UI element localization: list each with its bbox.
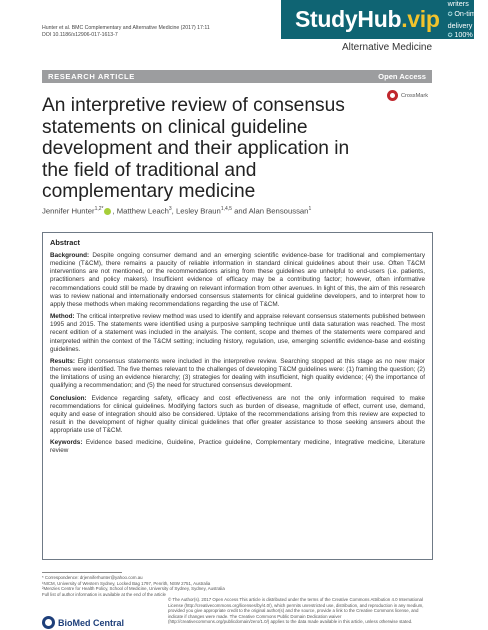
method-text: The critical interpretive review method was used to identify and appraise relevant consensus statements published between 1995 and 2015. The statements were identified using a purposive sampling technique until data saturation was reached. The most recent edition of a statement was included in the analysis. The content, scope and themes of the statements were compared and interpreted within the context of the T&CM setting; including history, regulation, use, emerging scientific evidence-base and existing guidelines. xyxy=(50,313,425,353)
author-info-note: Full list of author information is available at the end of the article xyxy=(42,592,166,598)
abstract-results xyxy=(50,358,425,391)
abstract-background xyxy=(50,252,425,309)
author-affiliation: 1 xyxy=(308,206,312,212)
method-label: Method: xyxy=(50,313,75,321)
background-label: Background: xyxy=(50,252,90,259)
footnotes xyxy=(42,575,242,598)
license-text: © The Author(s). 2017 Open Access This article is distributed under the terms of the Creative Commons Attribution 4.0 International License (http://creativecommons.org/licenses/by/4.0/), which permits unrestricted use, distribution, and reproduction in any medium, provided you give appropriate credit to the original author(s) and the source, provide a link to the Creative Commons license, and indicate if changes were made. The Creative Commons Public Domain Dedication waiver (http://creativecommons.org/publicdomain/zero/1.0/) applies to the data made available in this article, unless otherwise stated. xyxy=(168,597,424,625)
article-type-banner xyxy=(42,70,432,83)
publisher-logo xyxy=(42,616,124,629)
publisher-name: BioMed Central xyxy=(58,617,125,628)
citation-header xyxy=(42,25,210,39)
background-text: Despite ongoing consumer demand and an emerging scientific evidence-base for traditional and complementary medicine (T&CM), there remains a paucity of reliable information in standard clinical guidelines about their use. Often T&CM interventions are not mentioned, or the recommendations arising from these guidelines are unhelpful to end-users (i.e. patients, practitioners and policy makers). Insufficient evidence of efficacy may be a contributing factor; however, often informative recommendations could still be made by drawing on relevant information from other avenues. In light of this, the aim of this research was to review national and internationally endorsed consensus statements for clinical guideline developers, and to interpret how to apply these methods when making recommendations regarding the use of T&CM. xyxy=(50,252,425,308)
abstract-conclusion xyxy=(50,395,425,436)
affiliation-2: ²Menzies Centre for Health Policy, School of Medicine, University of Sydney, Sydney, Australia xyxy=(42,586,225,592)
author-name[interactable]: and Alan Bensoussan xyxy=(231,206,309,216)
journal-name: Alternative Medicine xyxy=(342,42,433,53)
author-name[interactable]: , Lesley Braun xyxy=(171,206,221,216)
author-list xyxy=(42,206,311,216)
abstract-heading: Abstract xyxy=(50,238,80,247)
author-affiliation: 3 xyxy=(168,206,172,212)
crossmark-icon xyxy=(387,90,398,101)
conclusion-text: Evidence regarding safety, efficacy and cost effectiveness are not the only information required to make recommendations for clinical guidelines. Modifying factors such as burden of disease, magnitude of effect, current use, demand, equity and ease of integration should also be considered. Uptake of the recommendations arising from this review are expected to result in the development of higher quality clinical guidelines that offer greater assistance to those seeking answers about the appropriate use of T&CM. xyxy=(50,394,425,435)
citation-line-1: Hunter et al. BMC Complementary and Alternative Medicine (2017) 17:11 xyxy=(42,25,210,31)
logo-main: StudyHub xyxy=(295,6,402,32)
crossmark-label: CrossMark xyxy=(401,92,429,99)
article-type: RESEARCH ARTICLE xyxy=(48,72,135,81)
keywords-label: Keywords: xyxy=(50,439,83,447)
doi-line: DOI 10.1186/s12906-017-1613-7 xyxy=(42,32,118,38)
author-affiliation: 1,4,5 xyxy=(220,206,232,212)
author-affiliation: 1,2* xyxy=(94,206,104,212)
studyhub-logo xyxy=(295,8,440,31)
crossmark-badge[interactable] xyxy=(387,90,428,101)
keywords-text: Evidence based medicine, Guideline, Practice guideline, Complementary medicine, Integrative medicine, Literature review xyxy=(50,439,425,455)
results-text: Eight consensus statements were included in the interpretive review. Searching stopped at this stage as no new major themes were identified. The five themes relevant to the challenges of developing T&CM guidelines were: (1) framing the question; (2) the limitations of using an evidence hierarchy; (3) strategies for dealing with insufficient, high quality evidence; (4) the importance of qualifying a recommendation; and (5) the need for structured consensus development. xyxy=(50,357,425,390)
watermark-bullets xyxy=(448,0,488,61)
conclusion-label: Conclusion: xyxy=(50,394,87,402)
affiliation-1: ¹NICM, University of Western Sydney, Locked Bag 1797, Penrith, NSW 2751, Australia xyxy=(42,580,211,586)
author-name[interactable]: Jennifer Hunter xyxy=(42,206,95,216)
article-title: An interpretive review of consensus statements on clinical guideline development and their application in the field of traditional and complementary medicine xyxy=(42,95,350,202)
footnote-divider xyxy=(42,572,122,573)
abstract-keywords xyxy=(50,439,425,455)
abstract-method xyxy=(50,313,425,354)
watermark-bullet: ✪ 100% plagiarism free xyxy=(448,30,488,61)
watermark-bullet: ✪ On-time delivery xyxy=(448,9,488,30)
results-label: Results: xyxy=(50,357,76,365)
open-access-label: Open Access xyxy=(378,72,426,81)
watermark-bullet: ✪ writers xyxy=(448,0,488,9)
orcid-icon[interactable] xyxy=(104,208,111,215)
logo-suffix: .vip xyxy=(401,6,440,32)
author-name[interactable]: , Matthew Leach xyxy=(112,206,169,216)
correspondence-email[interactable]: * Correspondence: drjenniferhunter@yahoo.com.au xyxy=(42,575,143,580)
abstract-box xyxy=(42,232,433,560)
biomed-central-icon xyxy=(42,616,55,629)
